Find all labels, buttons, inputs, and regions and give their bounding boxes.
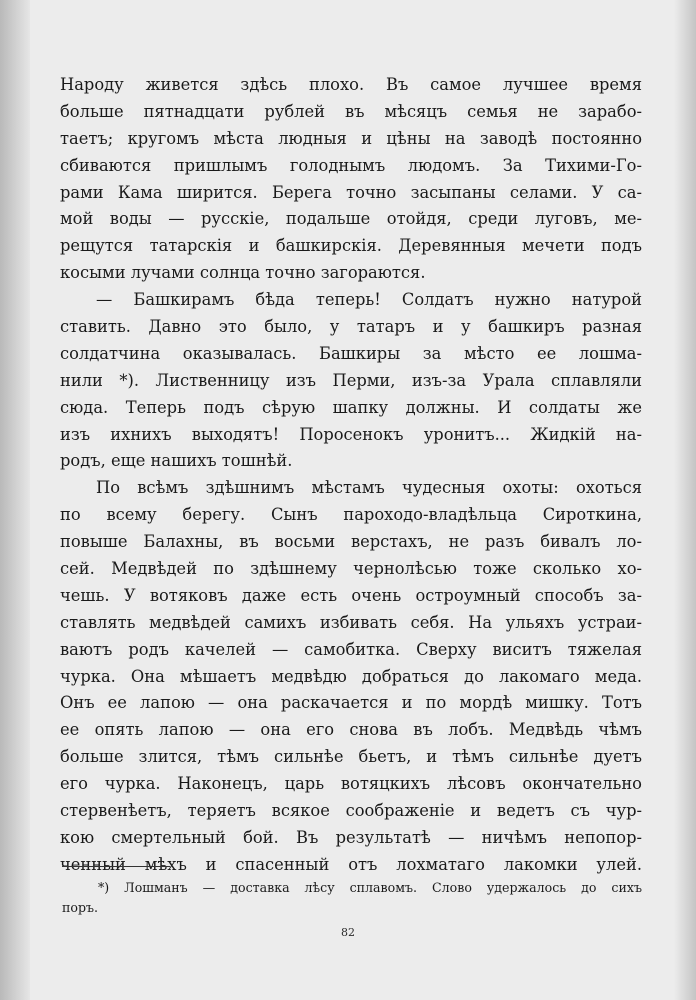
text-line: его чурка. Наконецъ, царь вотяцкихъ лѣсовъ окончательно [60, 774, 642, 794]
text-line: чурка. Она мѣшаетъ медвѣдю добраться до лакомаго меда. [60, 666, 642, 686]
text-line: сюда. Теперь подъ сѣрую шапку должны. И солдаты же [60, 397, 642, 417]
footnote-line: поръ. [62, 900, 99, 915]
text-line: ставить. Давно это было, у татаръ и у башкиръ разная [60, 317, 642, 337]
text-line: ее опять лапою — она его снова въ лобъ. Медвѣдь чѣмъ [60, 720, 642, 740]
text-line: ченный мѣхъ и спасенный отъ лохматаго лакомки улей. [60, 854, 642, 874]
footnote-line: *) Лошманъ — доставка лѣсу сплавомъ. Слово удержалось до сихъ [98, 880, 642, 895]
text-line: кою смертельный бой. Въ результатѣ — ничѣмъ непопор- [60, 827, 642, 847]
text-line: больше пятнадцати рублей въ мѣсяцъ семья не зарабо- [60, 101, 642, 121]
text-line: изъ ихнихъ выходятъ! Поросенокъ уронитъ... Жидкій на- [60, 424, 642, 444]
text-line: Онъ ее лапою — она раскачается и по мордѣ мишку. Тотъ [60, 693, 642, 713]
text-line: рещутся татарскія и башкирскія. Деревянныя мечети подъ [60, 236, 642, 256]
text-line: сей. Медвѣдей по здѣшнему чернолѣсью тоже сколько хо- [60, 559, 642, 579]
text-line: родъ, еще нашихъ тошнѣй. [60, 451, 293, 471]
footnote-divider [62, 866, 170, 867]
text-line: мой воды — русскіе, подальше отойдя, среди луговъ, ме- [60, 209, 642, 229]
text-line: ваютъ родъ качелей — самобитка. Сверху виситъ тяжелая [60, 639, 642, 659]
footnote [62, 878, 642, 918]
text-line: чешь. У вотяковъ даже есть очень остроумный способъ за- [60, 585, 642, 605]
text-line: ставлять медвѣдей самихъ избивать себя. На ульяхъ устраи- [60, 612, 642, 632]
text-line: солдатчина оказывалась. Башкиры за мѣсто ее лошма- [60, 343, 642, 363]
text-line: нили *). Лиственницу изъ Перми, изъ-за Урала сплавляли [60, 370, 642, 390]
text-line: косыми лучами солнца точно загораются. [60, 263, 426, 283]
text-line: стервенѣетъ, теряетъ всякое соображеніе и ведетъ съ чур- [60, 801, 642, 821]
page-number: 82 [341, 926, 355, 939]
text-line: больше злится, тѣмъ сильнѣе бьетъ, и тѣмъ сильнѣе дуетъ [60, 747, 642, 767]
text-line: повыше Балахны, въ восьми верстахъ, не разъ бивалъ ло- [60, 532, 642, 552]
text-line: по всему берегу. Сынъ пароходо-владѣльца Сироткина, [60, 505, 642, 525]
text-line: рами Кама ширится. Берега точно засыпаны селами. У са- [60, 182, 642, 202]
text-line: сбиваются пришлымъ голоднымъ людомъ. За Тихими-Го- [60, 155, 642, 175]
text-line: таетъ; кругомъ мѣста людныя и цѣны на заводѣ постоянно [60, 128, 642, 148]
text-line: Народу живется здѣсь плохо. Въ самое лучшее время [60, 75, 642, 94]
text-line: По всѣмъ здѣшнимъ мѣстамъ чудесныя охоты: охоться [96, 478, 642, 498]
text-line: — Башкирамъ бѣда теперь! Солдатъ нужно натурой [96, 290, 642, 310]
body-text [60, 72, 642, 879]
